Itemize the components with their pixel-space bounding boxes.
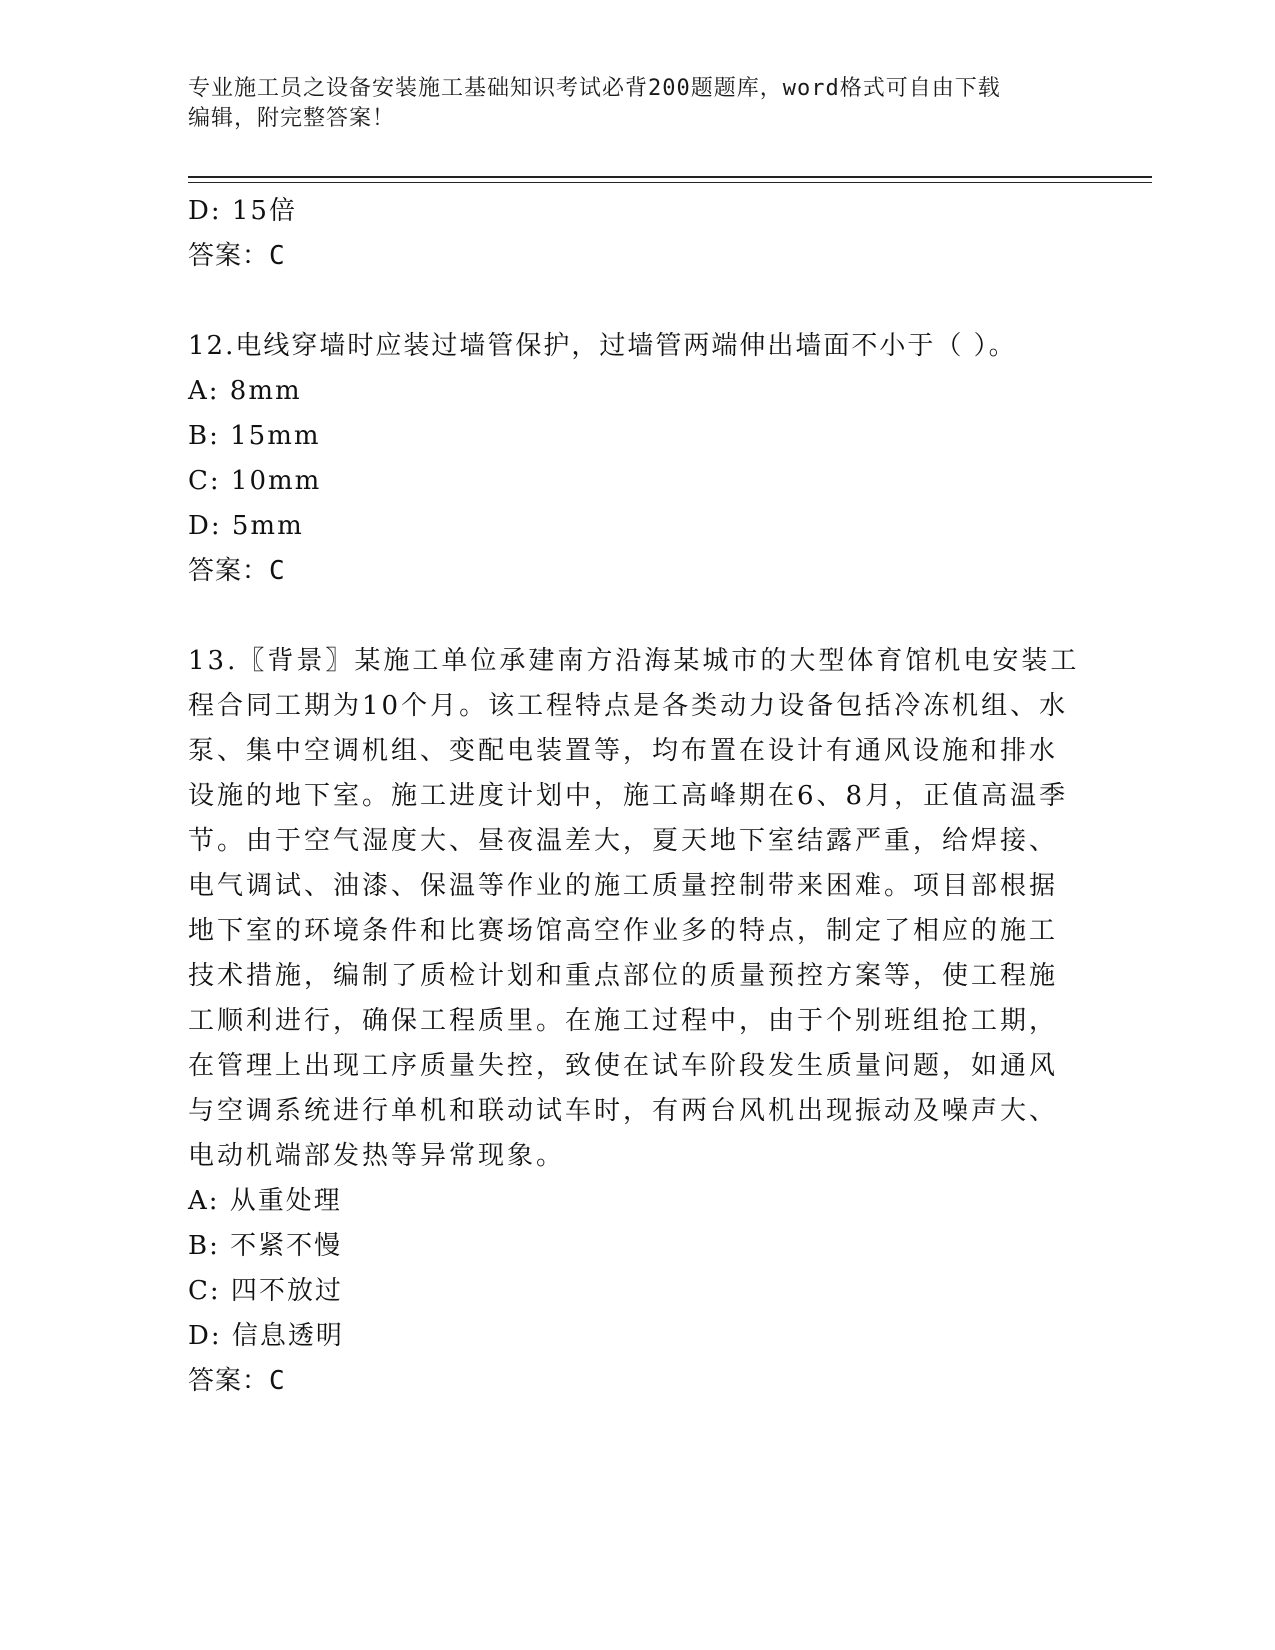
- q13-option-b: B: 不紧不慢: [188, 1231, 343, 1261]
- q12-answer: 答案：C: [188, 556, 286, 586]
- q12-option-a: A: 8mm: [188, 376, 302, 406]
- spacer: [188, 594, 1088, 639]
- q13-option-d: D: 信息透明: [188, 1321, 344, 1351]
- document-body: [188, 189, 1088, 1404]
- q13-stem-line: 工顺利进行，确保工程质里。在施工过程中，由于个别班组抢工期，: [188, 1006, 1059, 1036]
- prev-answer: 答案：C: [188, 241, 286, 271]
- q13-stem-line: 电气调试、油漆、保温等作业的施工质量控制带来困难。项目部根据: [188, 871, 1059, 901]
- q13-stem-line: 在管理上出现工序质量失控，致使在试车阶段发生质量问题，如通风: [188, 1051, 1059, 1081]
- document-header: [188, 74, 1068, 134]
- q13-stem-line: 电动机端部发热等异常现象。: [188, 1141, 566, 1171]
- header-title-line-2: 编辑，附完整答案！: [188, 106, 396, 131]
- header-divider-thick: [188, 176, 1152, 178]
- prev-option-d: D: 15倍: [188, 196, 297, 226]
- q13-stem-line: 泵、集中空调机组、变配电装置等，均布置在设计有通风设施和排水: [188, 736, 1059, 766]
- q13-stem-line: 与空调系统进行单机和联动试车时，有两台风机出现振动及噪声大、: [188, 1096, 1059, 1126]
- q13-option-a: A: 从重处理: [188, 1186, 342, 1216]
- spacer: [188, 279, 1088, 324]
- prev-question-block: [188, 189, 1088, 279]
- q12-option-b: B: 15mm: [188, 421, 321, 451]
- q12-option-d: D: 5mm: [188, 511, 304, 541]
- q12-stem: 12.电线穿墙时应装过墙管保护，过墙管两端伸出墙面不小于（ ）。: [188, 331, 1017, 361]
- q13-stem-line: 设施的地下室。施工进度计划中，施工高峰期在6、8月，正值高温季: [188, 781, 1069, 811]
- header-title-line-1: 专业施工员之设备安装施工基础知识考试必背200题题库，word格式可自由下载: [188, 76, 1001, 101]
- q13-stem-line: 程合同工期为10个月。该工程特点是各类动力设备包括冷冻机组、水: [188, 691, 1069, 721]
- question-12-block: [188, 324, 1088, 594]
- q13-stem-line: 13.〖背景〗某施工单位承建南方沿海某城市的大型体育馆机电安装工: [188, 646, 1080, 676]
- q13-stem-line: 地下室的环境条件和比赛场馆高空作业多的特点，制定了相应的施工: [188, 916, 1059, 946]
- q12-option-c: C: 10mm: [188, 466, 322, 496]
- q13-option-c: C: 四不放过: [188, 1276, 343, 1306]
- q13-stem-line: 节。由于空气湿度大、昼夜温差大，夏天地下室结露严重，给焊接、: [188, 826, 1059, 856]
- header-divider-thin: [188, 182, 1152, 183]
- q13-stem-line: 技术措施，编制了质检计划和重点部位的质量预控方案等，使工程施: [188, 961, 1059, 991]
- question-13-block: [188, 639, 1088, 1404]
- q13-answer: 答案：C: [188, 1366, 286, 1396]
